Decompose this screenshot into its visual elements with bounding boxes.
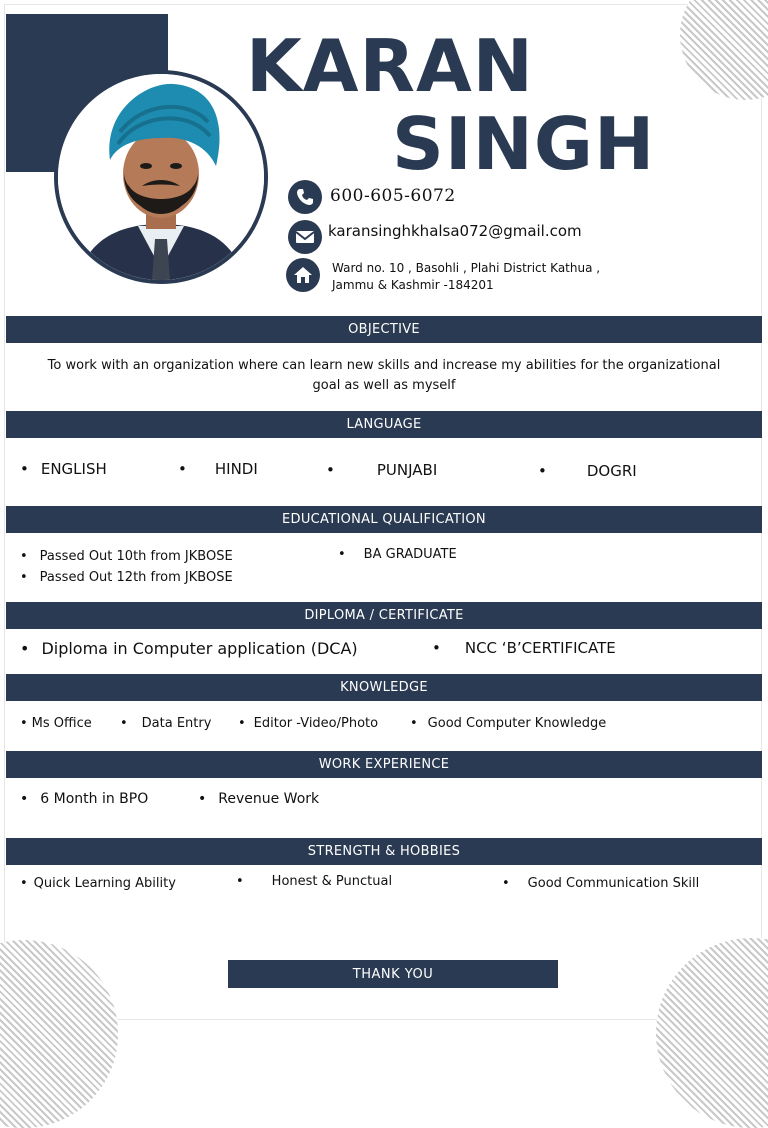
section-header-language: LANGUAGE [6,411,762,438]
profile-photo [54,70,268,284]
strength-item: • Quick Learning Ability [20,876,176,891]
phone-number: 600-605-6072 [330,186,456,206]
phone-icon [288,180,322,214]
section-header-diploma: DIPLOMA / CERTIFICATE [6,602,762,629]
language-item: • PUNJABI [326,461,438,479]
postal-address [332,260,632,294]
diploma-item: • Diploma in Computer application (DCA) [20,639,358,658]
section-header-strengths: STRENGTH & HOBBIES [6,838,762,865]
home-icon [286,258,320,292]
strength-item: • Honest & Punctual [236,874,393,889]
knowledge-item: • Good Computer Knowledge [410,716,607,731]
address-line-1: Ward no. 10 , Basohli , Plahi District Kathua , [332,261,601,275]
knowledge-item: • Editor -Video/Photo [238,716,379,731]
knowledge-item: • Data Entry [120,716,212,731]
objective-text [10,356,758,396]
first-name: KARAN [246,24,534,108]
last-name: SINGH [392,102,656,186]
email-address[interactable]: karansinghkhalsa072@gmail.com [328,222,582,240]
knowledge-item: • Ms Office [20,716,92,731]
objective-line-2: goal as well as myself [312,378,456,393]
thank-you-banner: THANK YOU [228,960,558,988]
language-item: • DOGRI [538,462,637,480]
experience-item: • Revenue Work [198,791,320,807]
section-header-work-experience: WORK EXPERIENCE [6,751,762,778]
experience-item: • 6 Month in BPO [20,791,149,807]
strength-item: • Good Communication Skill [502,876,700,891]
objective-line-1: To work with an organization where can learn new skills and increase my abilities for the organizational [47,358,721,373]
diploma-item: • NCC ‘B’CERTIFICATE [432,639,616,657]
language-item: • HINDI [178,460,258,478]
section-header-objective: OBJECTIVE [6,316,762,343]
section-header-education: EDUCATIONAL QUALIFICATION [6,506,762,533]
section-header-knowledge: KNOWLEDGE [6,674,762,701]
profile-portrait-illustration [58,74,264,280]
education-item: • Passed Out 12th from JKBOSE [20,570,233,585]
address-line-2: Jammu & Kashmir -184201 [332,278,494,292]
education-item: • BA GRADUATE [338,547,457,562]
envelope-icon [288,220,322,254]
education-item: • Passed Out 10th from JKBOSE [20,549,233,564]
language-item: • ENGLISH [20,460,107,478]
